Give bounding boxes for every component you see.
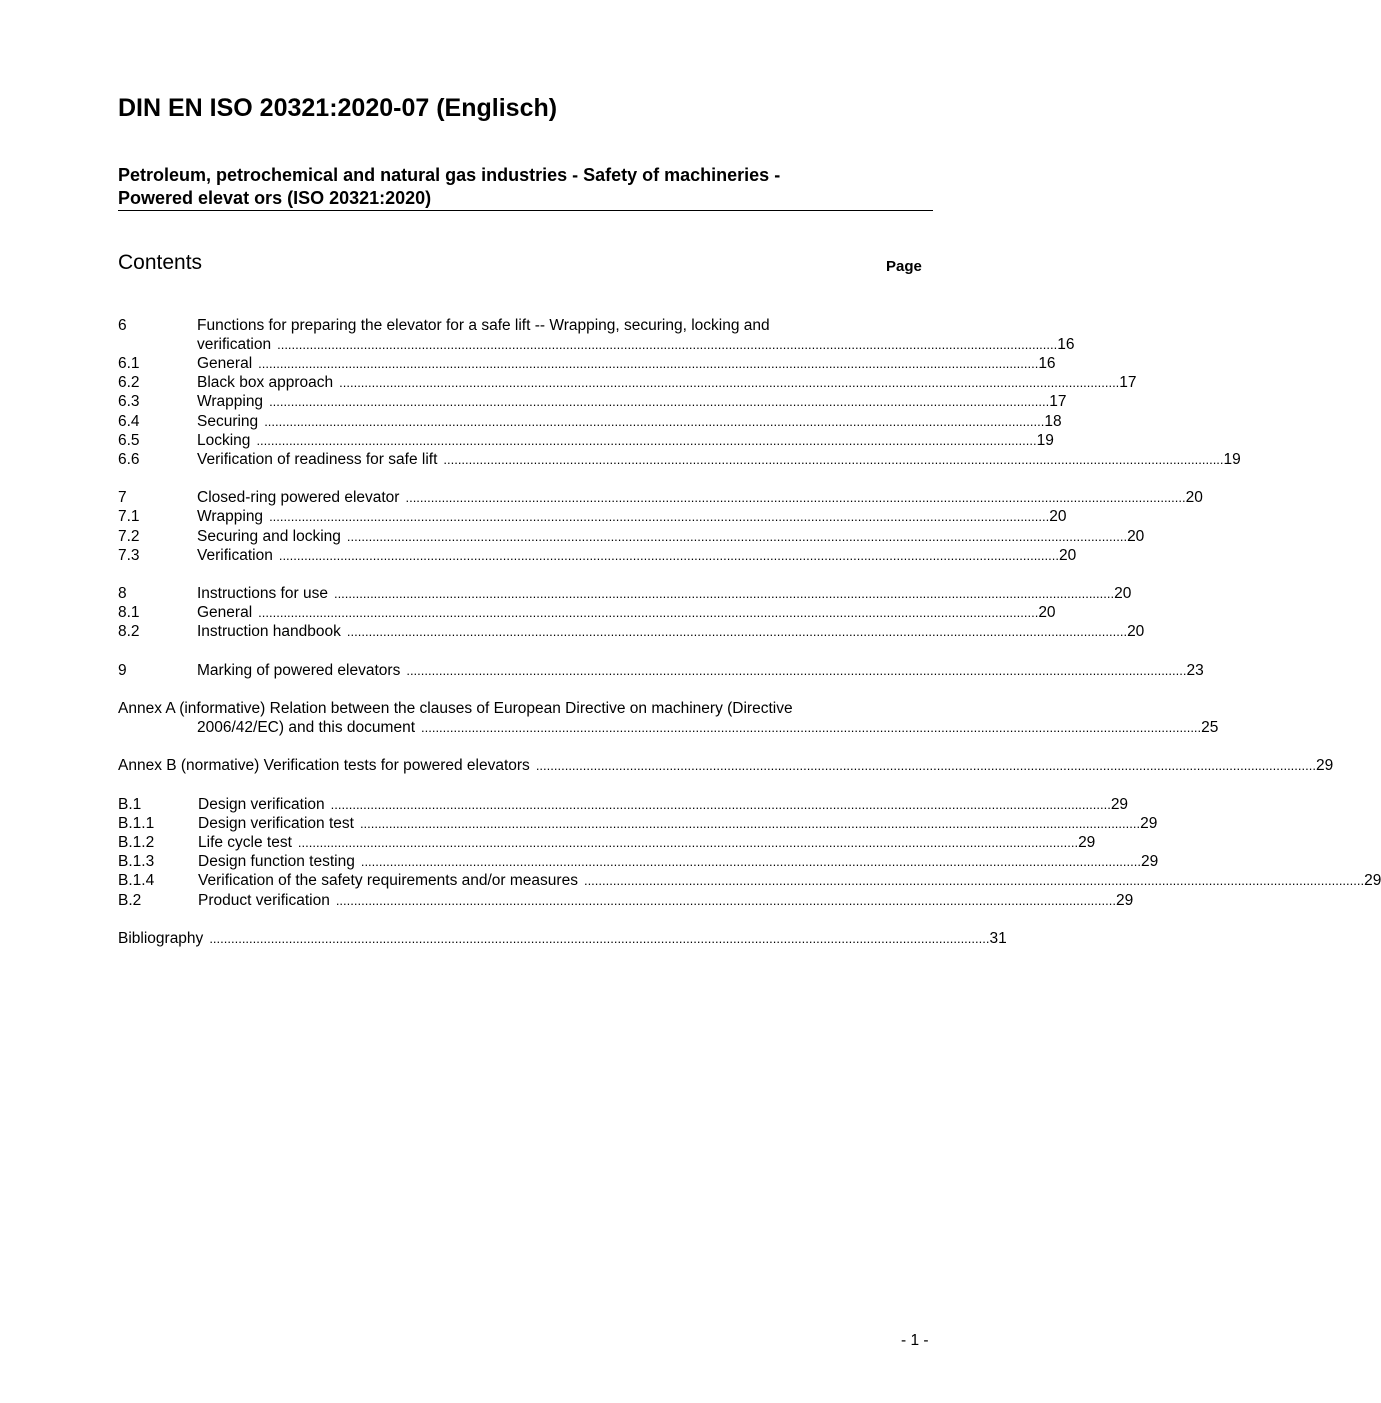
toc-entry[interactable]	[118, 546, 1077, 565]
toc-entry[interactable]	[118, 871, 1381, 890]
toc-6-page: 16	[1057, 336, 1075, 353]
toc-entry[interactable]	[118, 527, 1145, 546]
toc-6-title-line-2: verification	[197, 335, 277, 354]
toc-page: 20	[1049, 508, 1067, 525]
toc-entry-6[interactable]	[118, 335, 1075, 354]
toc-number: 6.4	[118, 413, 140, 430]
toc-number: 9	[118, 662, 127, 679]
toc-number: 6.1	[118, 355, 140, 372]
toc-entry[interactable]	[118, 891, 1134, 910]
toc-page: 29	[1364, 872, 1381, 889]
toc-leader-dots: ........................................................................................................................................................................................................................	[359, 816, 1141, 831]
toc-title: Verification of readiness for safe lift	[197, 450, 443, 469]
toc-leader-dots: ........................................................................................................................................................................................................................	[335, 893, 1116, 908]
toc-leader-dots: ........................................................................................................................................................................................................................	[297, 835, 1079, 850]
toc-number: 7.1	[118, 508, 140, 525]
toc-leader-dots: ........................................................................................................................................................................................................................	[339, 375, 1120, 390]
toc-leader-dots: ........................................................................................................................................................................................................................	[269, 509, 1050, 524]
toc-leader-dots: ........................................................................................................................................................................................................................	[583, 873, 1365, 888]
toc-title: General	[197, 603, 258, 622]
toc-page: 29	[1110, 796, 1129, 813]
document-title: DIN EN ISO 20321:2020-07 (Englisch)	[118, 94, 558, 122]
toc-number: 8	[118, 585, 127, 602]
toc-entry[interactable]	[118, 354, 1056, 373]
toc-leader-dots: ........................................................................................................................................................................................................................	[264, 414, 1045, 429]
toc-title: Life cycle test	[198, 833, 298, 852]
toc-title: Wrapping	[197, 507, 269, 526]
toc-leader-dots: ........................................................................................................................................................................................................................	[346, 624, 1128, 639]
document-subtitle	[118, 164, 933, 211]
subtitle-line-1: Petroleum, petrochemical and natural gas industries - Safety of machineries -	[118, 165, 781, 185]
toc-entry[interactable]	[118, 622, 1145, 641]
toc-page: 19	[1223, 451, 1241, 468]
toc-entry[interactable]	[118, 507, 1067, 526]
toc-number: B.1.3	[118, 853, 155, 870]
toc-title: Verification of the safety requirements and/or measures	[198, 871, 584, 890]
toc-entry[interactable]	[118, 833, 1096, 852]
toc-title: Product verification	[198, 891, 336, 910]
toc-entry[interactable]	[118, 450, 1241, 469]
toc-leader-dots: ........................................................................................................................................................................................................................	[256, 433, 1037, 448]
toc-leader-dots: ........................................................................................................................................................................................................................	[406, 663, 1187, 678]
toc-page: 19	[1036, 432, 1054, 449]
toc-leader-dots: ........................................................................................................................................................................................................................	[333, 586, 1115, 601]
page-column-label: Page	[886, 258, 922, 275]
toc-page: 20	[1038, 604, 1056, 621]
toc-entry-bibliography[interactable]	[118, 929, 1007, 948]
toc-number: 8.1	[118, 604, 140, 621]
toc-title: Design verification	[198, 795, 331, 814]
toc-title: Design verification test	[198, 814, 360, 833]
toc-leader-dots: ........................................................................................................................................................................................................................	[360, 854, 1141, 869]
toc-title: Wrapping	[197, 392, 269, 411]
toc-page: 20	[1058, 547, 1077, 564]
toc-annex-b-title: Annex B (normative) Verification tests for powered elevators	[118, 756, 536, 775]
toc-title: Instructions for use	[197, 584, 334, 603]
toc-leader-dots: ........................................................................................................................................................................................................................	[535, 758, 1316, 773]
toc-number: 7.2	[118, 528, 140, 545]
toc-page: 29	[1140, 815, 1158, 832]
toc-entry[interactable]	[118, 795, 1129, 814]
contents-heading: Contents	[118, 251, 203, 274]
toc-page: 29	[1115, 892, 1134, 909]
toc-number: 7	[118, 489, 127, 506]
page-number-footer: - 1 -	[901, 1332, 929, 1349]
toc-bibliography-title: Bibliography	[118, 929, 209, 948]
toc-entry[interactable]	[118, 661, 1204, 680]
toc-leader-dots: ........................................................................................................................................................................................................................	[258, 605, 1039, 620]
toc-annex-a-line-1[interactable]: Annex A (informative) Relation between the clauses of European Directive on machinery (Directive	[118, 700, 793, 717]
toc-page: 20	[1114, 585, 1132, 602]
toc-bibliography-page: 31	[989, 930, 1007, 947]
toc-number: B.1	[118, 796, 142, 813]
toc-entry-annex-b[interactable]	[118, 756, 1334, 775]
toc-leader-dots: ........................................................................................................................................................................................................................	[443, 452, 1224, 467]
toc-page: 16	[1038, 355, 1056, 372]
toc-leader-dots: ........................................................................................................................................................................................................................	[277, 337, 1058, 352]
toc-entry-annex-a[interactable]	[118, 718, 1219, 737]
toc-title: Securing and locking	[197, 527, 347, 546]
toc-number: 6.3	[118, 393, 140, 410]
toc-6-title-line-1[interactable]: Functions for preparing the elevator for a safe lift -- Wrapping, securing, locking and	[197, 317, 770, 334]
toc-entry[interactable]	[118, 392, 1067, 411]
toc-number: B.1.1	[118, 815, 155, 832]
toc-number: B.2	[118, 892, 142, 909]
toc-title: Securing	[197, 412, 264, 431]
toc-title: Closed-ring powered elevator	[197, 488, 405, 507]
toc-annex-b-page: 29	[1315, 757, 1334, 774]
toc-number: B.1.2	[118, 834, 155, 851]
toc-page: 17	[1049, 393, 1067, 410]
toc-number: 8.2	[118, 623, 140, 640]
toc-annex-a-line-2: 2006/42/EC) and this document	[197, 718, 421, 737]
toc-page: 20	[1127, 528, 1145, 545]
toc-entry[interactable]	[118, 814, 1158, 833]
toc-entry[interactable]	[118, 488, 1203, 507]
toc-entry[interactable]	[118, 431, 1054, 450]
toc-leader-dots: ........................................................................................................................................................................................................................	[330, 797, 1111, 812]
toc-page: 17	[1119, 374, 1137, 391]
toc-annex-a-page: 25	[1201, 719, 1219, 736]
toc-title: Black box approach	[197, 373, 339, 392]
toc-title: Design function testing	[198, 852, 361, 871]
toc-entry[interactable]	[118, 412, 1062, 431]
toc-6-number: 6	[118, 317, 127, 334]
toc-title: Marking of powered elevators	[197, 661, 406, 680]
toc-entry[interactable]	[118, 373, 1137, 392]
toc-leader-dots: ........................................................................................................................................................................................................................	[405, 490, 1186, 505]
toc-title: Locking	[197, 431, 256, 450]
toc-page: 29	[1078, 834, 1096, 851]
toc-title: General	[197, 354, 258, 373]
toc-number: 6.5	[118, 432, 140, 449]
toc-page: 18	[1044, 413, 1062, 430]
toc-title: Instruction handbook	[197, 622, 347, 641]
toc-page: 23	[1186, 662, 1204, 679]
toc-entry[interactable]	[118, 852, 1159, 871]
toc-leader-dots: ........................................................................................................................................................................................................................	[421, 720, 1202, 735]
toc-page: 20	[1185, 489, 1203, 506]
toc-number: B.1.4	[118, 872, 155, 889]
toc-leader-dots: ........................................................................................................................................................................................................................	[346, 529, 1128, 544]
subtitle-line-2: Powered elevat ors (ISO 20321:2020)	[118, 188, 432, 208]
toc-page: 20	[1127, 623, 1145, 640]
toc-leader-dots: ........................................................................................................................................................................................................................	[209, 931, 990, 946]
toc-leader-dots: ........................................................................................................................................................................................................................	[269, 394, 1050, 409]
toc-number: 7.3	[118, 547, 140, 564]
toc-page: 29	[1140, 853, 1159, 870]
toc-leader-dots: ........................................................................................................................................................................................................................	[258, 356, 1039, 371]
toc-number: 6.6	[118, 451, 140, 468]
toc-entry[interactable]	[118, 603, 1056, 622]
toc-leader-dots: ........................................................................................................................................................................................................................	[278, 548, 1059, 563]
toc-title: Verification	[197, 546, 279, 565]
toc-number: 6.2	[118, 374, 140, 391]
toc-entry[interactable]	[118, 584, 1132, 603]
